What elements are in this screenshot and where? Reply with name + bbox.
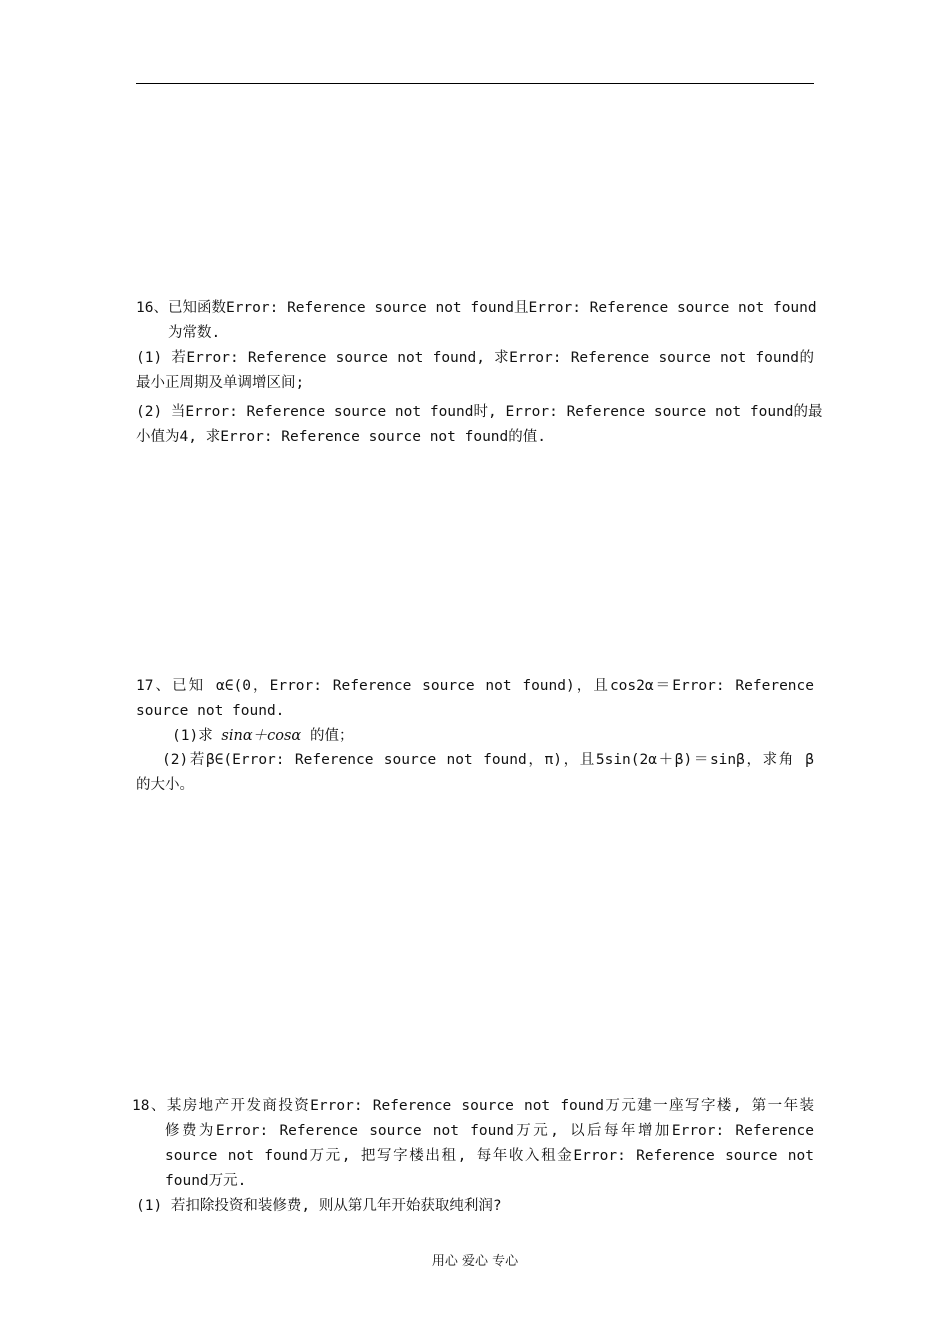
q16-line-3: (1) 若Error: Reference source not found, 求Error: Reference source not found的 (136, 350, 814, 366)
q17-line-4: (2)若β∈(Error: Reference source not found，π)，且5sin(2α＋β)＝sinβ，求角 β (162, 752, 814, 768)
q17-line-1: 17、已知 α∈(0，Error: Reference source not found)，且cos2α＝Error: Reference (136, 678, 814, 694)
q18-line-2: 修费为Error: Reference source not found万元, 以后每年增加Error: Reference (165, 1123, 814, 1139)
page-footer: 用心 爱心 专心 (431, 1254, 519, 1269)
q17-line-3-pre: (1)求 (172, 728, 222, 744)
q18-line-4: found万元. (165, 1173, 247, 1189)
q18-line-5: (1) 若扣除投资和装修费, 则从第几年开始获取纯利润? (136, 1198, 502, 1214)
q18-line-3: source not found万元, 把写字楼出租, 每年收入租金Error: Reference source not (165, 1148, 814, 1164)
q16-line-4: 最小正周期及单调增区间; (136, 375, 305, 391)
q17-line-5: 的大小。 (136, 777, 194, 793)
q18-line-1: 18、某房地产开发商投资Error: Reference source not found万元建一座写字楼, 第一年装 (132, 1098, 814, 1114)
q17-line-3-expr: sinα＋cosα (221, 728, 302, 744)
q16-line-5: (2) 当Error: Reference source not found时, Error: Reference source not found的最 (136, 404, 823, 420)
header-rule (136, 83, 814, 84)
q16-line-2: 为常数. (168, 325, 221, 341)
q17-line-3-post: 的值； (301, 728, 354, 744)
q16-line-6: 小值为4, 求Error: Reference source not found的值. (136, 429, 546, 445)
q16-line-1: 16、已知函数Error: Reference source not found且Error: Reference source not found (136, 300, 817, 316)
q17-line-2: source not found. (136, 703, 285, 719)
q17-line-3 (172, 727, 353, 745)
